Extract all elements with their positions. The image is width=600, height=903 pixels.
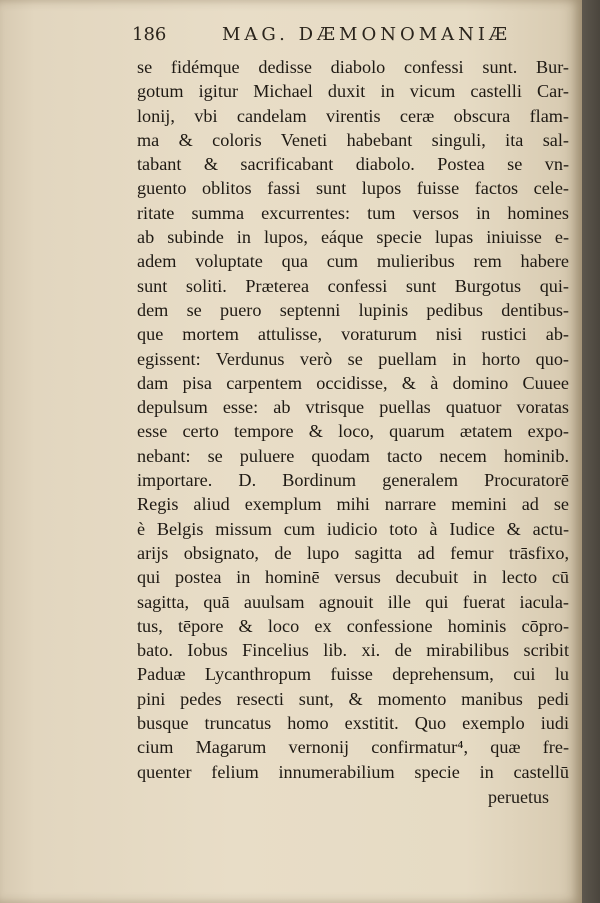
text-line: guento oblitos fassi sunt lupos fuisse factos cele- [137, 178, 569, 199]
text-line: bato. Iobus Fincelius lib. xi. de mirabilibus scribit [137, 640, 569, 661]
body-text [137, 55, 569, 784]
text-line: Regis aliud exemplum mihi narrare memini ad se [137, 494, 569, 515]
text-line: adem voluptate qua cum mulieribus rem habere [137, 251, 569, 272]
text-line: cium Magarum vernonij confirmatur⁴, quæ fre- [137, 737, 569, 758]
text-line: arijs obsignato, de lupo sagitta ad femur trāsfixo, [137, 542, 569, 563]
text-line: lonij, vbi candelam virentis ceræ obscura flam- [137, 105, 569, 126]
text-line: tabant & sacrificabant diabolo. Postea se vn- [137, 154, 569, 175]
text-line: busque truncatus homo exstitit. Quo exemplo iudi [137, 713, 569, 734]
text-line: egissent: Verdunus verò se puellam in horto quo- [137, 348, 569, 369]
text-line: esse certo tempore & loco, quarum ætatem expo- [137, 421, 569, 442]
text-line: qui postea in hominē versus decubuit in lecto cū [137, 567, 569, 588]
text-line: quenter felium innumerabilium specie in castellū [137, 761, 569, 782]
text-line: tus, tēpore & loco ex confessione hominis cōpro- [137, 615, 569, 636]
page-edge-shadow [582, 0, 600, 903]
catchword: peruetus [488, 787, 549, 807]
page-header [132, 22, 532, 50]
text-line: nebant: se puluere quodam tacto necem hominib. [137, 445, 569, 466]
text-line: dam pisa carpentem occidisse, & à domino Cuuee [137, 372, 569, 393]
text-line: se fidémque dedisse diabolo confessi sunt. Bur- [137, 57, 569, 77]
text-line: sagitta, quā auulsam agnouit ille qui fuerat iacula- [137, 591, 569, 612]
text-line: è Belgis missum cum iudicio toto à Iudice & actu- [137, 518, 569, 539]
page-number: 186 [132, 24, 167, 45]
text-line: gotum igitur Michael duxit in vicum castelli Car- [137, 81, 569, 102]
text-line: dem se puero septenni lupinis pedibus dentibus- [137, 299, 569, 320]
text-line: sunt soliti. Præterea confessi sunt Burgotus qui- [137, 275, 569, 296]
text-line: pini pedes resecti sunt, & momento manibus pedi [137, 688, 569, 709]
text-line: importare. D. Bordinum generalem Procuratorē [137, 470, 569, 491]
text-line: que mortem attulisse, voraturum nisi rustici ab- [137, 324, 569, 345]
text-line: depulsum esse: ab vtrisque puellas quatuor voratas [137, 397, 569, 418]
text-line: ma & coloris Veneti habebant singuli, ita sal- [137, 129, 569, 150]
text-line: ritate summa excurrentes: tum versos in homines [137, 202, 569, 223]
running-head: MAG. DÆMONOMANIÆ [222, 24, 512, 45]
text-line: Paduæ Lycanthropum fuisse deprehensum, cui lu [137, 664, 569, 685]
text-line: ab subinde in lupos, eáque specie lupas iniuisse e- [137, 227, 569, 248]
